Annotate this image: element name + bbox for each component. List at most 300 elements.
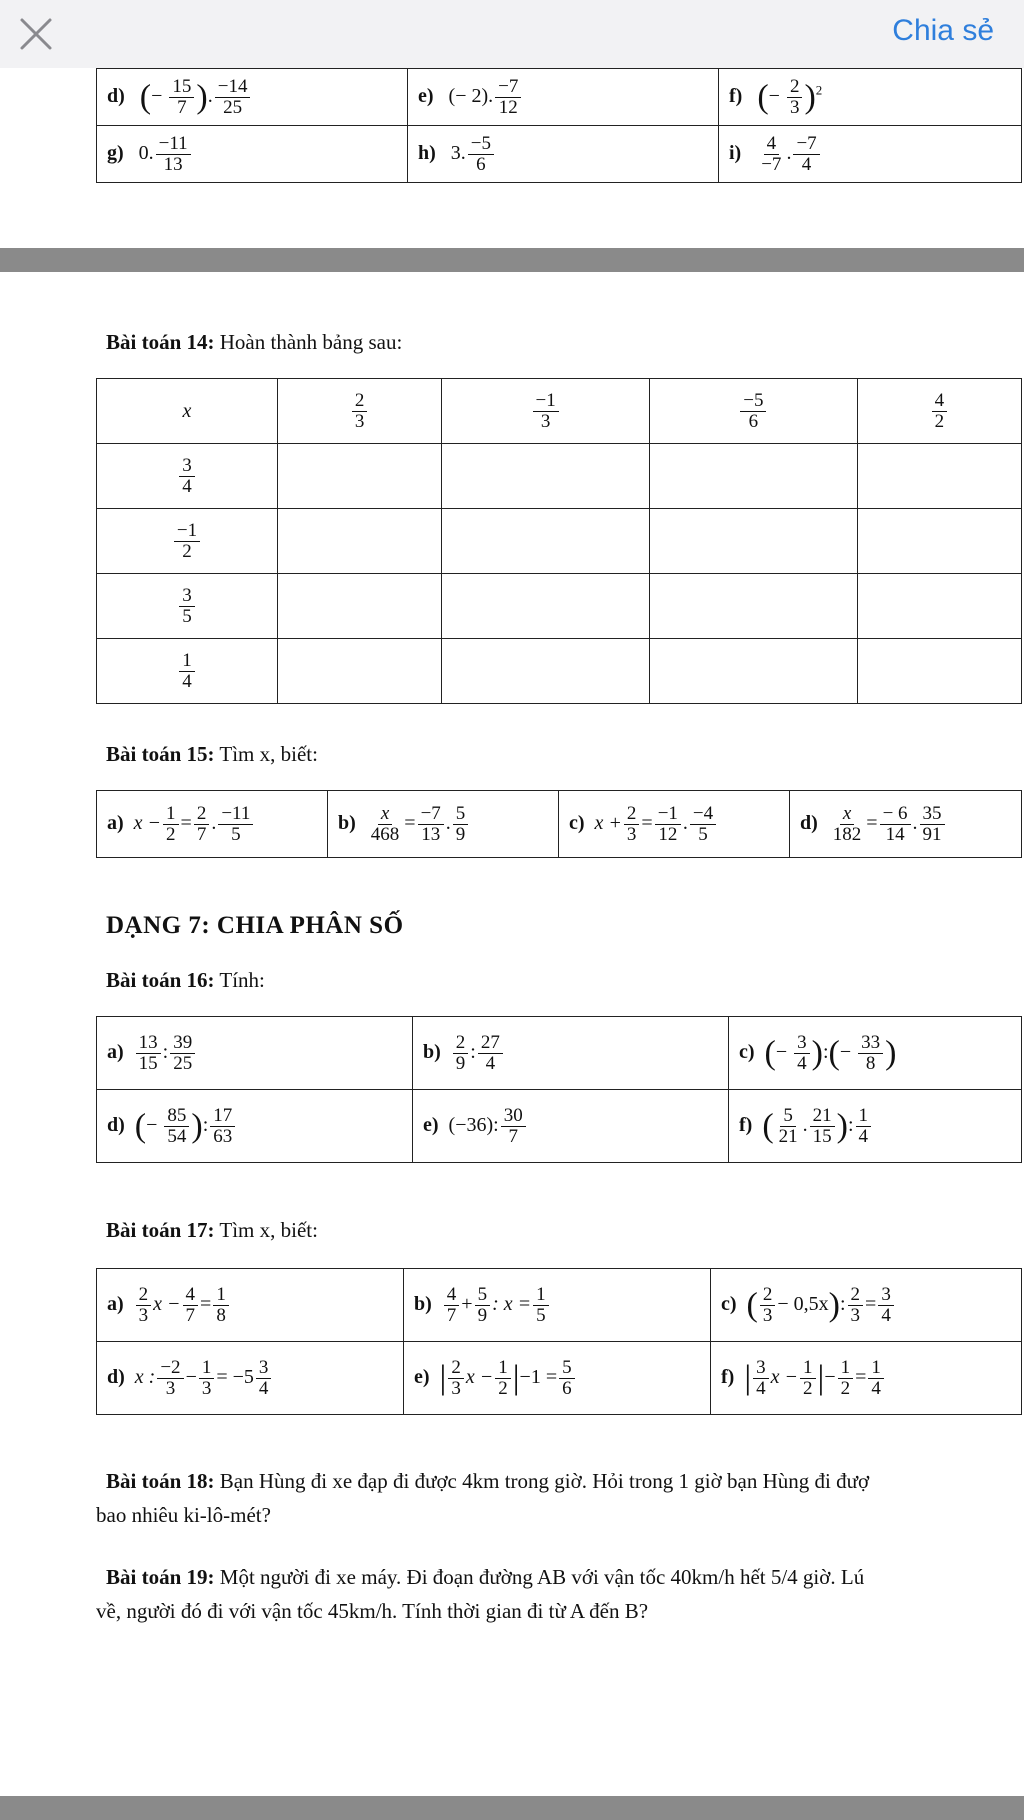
numerator: 2	[194, 804, 210, 825]
problem-18	[106, 1462, 1024, 1500]
cell-a: a) $\frac{13}{15}$ : $\frac{39}{25}$	[97, 1017, 413, 1090]
denominator: 13	[421, 823, 441, 845]
top-bar	[0, 0, 1024, 68]
denominator: 4	[258, 1377, 269, 1399]
cell-d: d) (− $\frac{85}{54}$ ): $\frac{17}{63}$	[97, 1090, 413, 1163]
fraction	[468, 134, 494, 175]
cell-a: a) x − $\frac{1}{2}$ = $\frac{2}{7}$ . $\frac{-11}{5}$	[97, 791, 328, 858]
numerator: 3	[753, 1358, 769, 1379]
item-label: b)	[423, 1040, 441, 1063]
corner-cell	[97, 379, 278, 444]
expression-text: −1 =	[519, 1365, 558, 1388]
denominator: 25	[223, 96, 243, 118]
item-label: d)	[107, 1365, 125, 1388]
numerator: 3	[179, 456, 195, 477]
fraction	[559, 1358, 575, 1399]
fraction	[136, 1033, 161, 1074]
item-label: c)	[721, 1292, 737, 1315]
denominator: 91	[922, 823, 942, 845]
problem-14-table	[96, 378, 1022, 704]
expression-text: : x =	[492, 1292, 532, 1315]
cell-g	[97, 126, 408, 183]
item-label: c)	[569, 811, 585, 834]
numerator: 5	[780, 1106, 796, 1127]
denominator: 63	[213, 1125, 233, 1147]
col-header	[442, 379, 650, 444]
empty-cell[interactable]	[857, 444, 1021, 509]
table-row	[97, 1017, 1022, 1090]
cell-f: f) ( $\frac{5}{21}$ . $\frac{21}{15}$ ): $\frac{1}{4}$	[729, 1090, 1022, 1163]
denominator: 2	[934, 410, 945, 432]
fraction	[136, 1285, 152, 1326]
equals: =	[865, 1292, 877, 1315]
denominator: 3	[451, 1377, 461, 1399]
denominator: 4	[797, 1052, 807, 1074]
cell-d: d) $\frac{x}{182}$ = $\frac{- 6}{14}$ . $\frac{35}{91}$	[790, 791, 1022, 858]
numerator: 1	[868, 1358, 884, 1379]
fraction	[453, 804, 469, 845]
fraction	[533, 391, 559, 432]
fraction	[169, 77, 194, 118]
denominator: 9	[455, 823, 466, 845]
numerator: 30	[501, 1106, 526, 1127]
denominator: 4	[801, 153, 812, 175]
problem-18-line2: bao nhiêu ki-lô-mét?	[96, 1503, 271, 1527]
problem-15-table	[96, 790, 1022, 858]
numerator: 2	[448, 1358, 464, 1379]
denominator: 5	[698, 823, 708, 845]
fraction	[179, 586, 195, 627]
numerator: 2	[624, 804, 640, 825]
fraction	[760, 1285, 776, 1326]
denominator: 5	[231, 823, 241, 845]
numerator: 35	[920, 804, 945, 825]
cell-a	[97, 1269, 404, 1342]
row-header	[97, 639, 278, 704]
numerator: 15	[169, 77, 194, 98]
equals: =	[855, 1365, 867, 1388]
paren: (	[762, 1107, 774, 1144]
numerator: 13	[136, 1033, 161, 1054]
problem-16-table	[96, 1016, 1022, 1163]
equals: =	[180, 811, 192, 834]
page-separator	[0, 1796, 1024, 1820]
numerator: −5	[468, 134, 494, 155]
numerator: x	[840, 804, 854, 825]
problem-text: Hoàn thành bảng sau:	[214, 330, 403, 354]
denominator: 8	[865, 1052, 876, 1074]
problem-title: Bài toán 14:	[106, 330, 215, 354]
numerator: −11	[156, 134, 191, 155]
table-row	[97, 126, 1022, 183]
fraction	[418, 804, 444, 845]
numerator: −7	[793, 134, 819, 155]
numerator: 1	[163, 804, 179, 825]
fraction	[800, 1358, 816, 1399]
fraction	[838, 1358, 854, 1399]
paren: )	[804, 78, 816, 115]
denominator: 6	[748, 410, 759, 432]
expression-text: 3.	[450, 141, 466, 164]
abs-bar: |	[817, 1359, 825, 1396]
denominator: 9	[477, 1304, 488, 1326]
item-label: i)	[729, 141, 742, 164]
fraction	[256, 1358, 272, 1399]
problem-16-heading	[106, 968, 265, 993]
numerator: 1	[199, 1358, 215, 1379]
numerator: −1	[533, 391, 559, 412]
fraction	[794, 1033, 810, 1074]
expression-text: x −	[133, 811, 162, 834]
denominator: 2	[840, 1377, 851, 1399]
numerator: x	[378, 804, 392, 825]
denominator: 8	[216, 1304, 226, 1326]
numerator: −14	[215, 77, 251, 98]
numerator: −4	[690, 804, 716, 825]
denominator: 4	[871, 1377, 881, 1399]
col-header	[649, 379, 857, 444]
numerator: 3	[878, 1285, 894, 1306]
fraction	[690, 804, 716, 845]
item-label: e)	[414, 1365, 430, 1388]
denominator: 3	[626, 823, 637, 845]
cell-h	[408, 126, 719, 183]
fraction	[758, 134, 784, 175]
fraction	[810, 1106, 835, 1147]
expression-text: 0.	[138, 141, 154, 164]
denominator: 4	[485, 1052, 496, 1074]
fraction	[495, 77, 521, 118]
denominator: 4	[182, 670, 192, 692]
exponent: 2	[815, 81, 823, 97]
section-title: DẠNG 7: CHIA PHÂN SỐ	[106, 912, 404, 939]
numerator: −1	[174, 521, 200, 542]
problem-title: Bài toán 19:	[106, 1565, 215, 1589]
row-header	[97, 574, 278, 639]
denominator: 14	[885, 823, 905, 845]
fraction	[368, 804, 403, 845]
col-header	[857, 379, 1021, 444]
table-row	[97, 69, 1022, 126]
denominator: 25	[173, 1052, 193, 1074]
denominator: 4	[756, 1377, 766, 1399]
equals: =	[641, 811, 653, 834]
problem-text: Tính:	[214, 968, 265, 992]
fraction	[878, 1285, 894, 1326]
numerator: 2	[787, 77, 803, 98]
fraction	[848, 1285, 864, 1326]
abs-bar: |	[744, 1359, 752, 1396]
empty-cell[interactable]	[649, 444, 857, 509]
numerator: 3	[256, 1358, 272, 1379]
numerator: −7	[418, 804, 444, 825]
numerator: 5	[559, 1358, 575, 1379]
paren: (	[139, 78, 152, 115]
fraction	[475, 1285, 491, 1326]
denominator: 6	[476, 153, 486, 175]
page-separator	[0, 248, 1024, 272]
denominator: 15	[812, 1125, 832, 1147]
empty-cell[interactable]	[649, 639, 857, 704]
fraction	[179, 456, 195, 497]
numerator: −7	[495, 77, 521, 98]
cell-e	[413, 1090, 729, 1163]
expression-text: x −	[153, 1292, 181, 1315]
fraction	[478, 1033, 503, 1074]
paren: (	[134, 1107, 147, 1144]
paren: (	[828, 1034, 840, 1071]
numerator: −1	[655, 804, 681, 825]
problem-text: Một người đi xe máy. Đi đoạn đường AB với vận tốc 40km/h hết 5/4 giờ. Lú	[214, 1565, 865, 1589]
fraction	[753, 1358, 769, 1399]
problem-15-heading	[106, 742, 318, 767]
fraction	[880, 804, 911, 845]
numerator: −5	[740, 391, 766, 412]
fraction	[740, 391, 766, 432]
close-icon[interactable]	[18, 16, 54, 52]
expression-text: x :	[134, 1365, 156, 1388]
numerator: 2	[352, 391, 368, 412]
denominator: 15	[138, 1052, 158, 1074]
problem-text: Tìm x, biết:	[214, 1218, 318, 1242]
expression-text: (− 2).	[448, 84, 494, 107]
empty-cell[interactable]	[442, 509, 650, 574]
fraction	[213, 1285, 229, 1326]
item-label: g)	[107, 141, 124, 164]
item-label: d)	[800, 811, 818, 834]
item-label: b)	[338, 811, 356, 834]
denominator: 7	[177, 96, 187, 118]
numerator: −11	[218, 804, 253, 825]
fraction	[501, 1106, 526, 1147]
denominator: 7	[508, 1125, 518, 1147]
expression-text: = −5	[216, 1365, 254, 1388]
fraction	[932, 391, 948, 432]
fraction	[194, 804, 210, 845]
paren: )	[828, 1286, 840, 1323]
denominator: 5	[536, 1304, 546, 1326]
problem-title: Bài toán 16:	[106, 968, 215, 992]
numerator: 21	[810, 1106, 835, 1127]
fraction	[453, 1033, 469, 1074]
problem-title: Bài toán 15:	[106, 742, 215, 766]
row-header	[97, 509, 278, 574]
fraction	[218, 804, 253, 845]
denominator: 3	[789, 96, 800, 118]
denominator: 7	[446, 1304, 457, 1326]
numerator: 3	[179, 586, 195, 607]
denominator: 2	[803, 1377, 813, 1399]
empty-cell[interactable]	[649, 509, 857, 574]
numerator: 17	[210, 1106, 235, 1127]
equals: =	[404, 811, 416, 834]
numerator: 1	[495, 1358, 511, 1379]
fraction	[624, 804, 640, 845]
fraction	[787, 77, 803, 118]
table-row	[97, 791, 1022, 858]
fraction	[352, 391, 368, 432]
item-label: d)	[107, 84, 125, 107]
expression-text: +	[461, 1292, 473, 1315]
empty-cell[interactable]	[278, 574, 442, 639]
numerator: 27	[478, 1033, 503, 1054]
table-row	[97, 574, 1022, 639]
abs-bar: |	[439, 1359, 447, 1396]
empty-cell[interactable]	[442, 444, 650, 509]
denominator: 3	[165, 1377, 176, 1399]
numerator: 5	[453, 804, 469, 825]
empty-cell[interactable]	[278, 509, 442, 574]
empty-cell[interactable]	[857, 639, 1021, 704]
empty-cell[interactable]	[278, 444, 442, 509]
denominator: 182	[832, 823, 862, 845]
fraction	[655, 804, 681, 845]
numerator: 4	[444, 1285, 460, 1306]
item-label: f)	[729, 84, 743, 107]
fraction	[164, 1106, 189, 1147]
denominator: 2	[182, 540, 192, 562]
fraction	[793, 134, 819, 175]
fraction	[163, 804, 179, 845]
denominator: 4	[858, 1125, 869, 1147]
denominator: −7	[761, 153, 782, 175]
cell-c: c) x + $\frac{2}{3}$ = $\frac{-1}{12}$ . $\frac{-4}{5}$	[559, 791, 790, 858]
denominator: 4	[881, 1304, 891, 1326]
share-button[interactable]: Chia sẻ	[892, 14, 994, 47]
denominator: 3	[540, 410, 551, 432]
cell-f	[711, 1342, 1022, 1415]
item-label: f)	[739, 1113, 753, 1136]
denominator: 21	[778, 1125, 798, 1147]
denominator: 13	[163, 153, 183, 175]
table-row	[97, 1090, 1022, 1163]
item-label: e)	[423, 1113, 439, 1136]
fraction	[533, 1285, 549, 1326]
empty-cell[interactable]	[649, 574, 857, 639]
expression-text: x −	[465, 1365, 494, 1388]
numerator: 1	[179, 651, 195, 672]
problem-19-line2: về, người đó đi với vận tốc 45km/h. Tính thời gian đi từ A đến B?	[96, 1599, 649, 1623]
empty-cell[interactable]	[857, 574, 1021, 639]
numerator: 1	[533, 1285, 549, 1306]
item-label: b)	[414, 1292, 432, 1315]
numerator: 1	[213, 1285, 229, 1306]
cell-c: c) (− $\frac{3}{4}$ ):(− $\frac{33}{8}$ )	[729, 1017, 1022, 1090]
fraction	[170, 1033, 195, 1074]
numerator: 39	[170, 1033, 195, 1054]
variable-x: x	[182, 399, 192, 422]
denominator: 5	[182, 605, 192, 627]
cell-b	[404, 1269, 711, 1342]
col-header	[278, 379, 442, 444]
empty-cell[interactable]	[442, 639, 650, 704]
expression-text: x −	[770, 1365, 799, 1388]
numerator: −2	[157, 1358, 183, 1379]
problem-17-heading	[106, 1218, 318, 1243]
item-label: c)	[739, 1040, 755, 1063]
numerator: 85	[164, 1106, 189, 1127]
denominator: 4	[182, 475, 192, 497]
numerator: 4	[183, 1285, 199, 1306]
numerator: 1	[838, 1358, 854, 1379]
numerator: 2	[760, 1285, 776, 1306]
fraction	[444, 1285, 460, 1326]
denominator: 12	[498, 96, 518, 118]
empty-cell[interactable]	[857, 509, 1021, 574]
denominator: 2	[498, 1377, 508, 1399]
paren: )	[191, 1107, 203, 1144]
fraction	[179, 651, 195, 692]
item-label: a)	[107, 1292, 124, 1315]
problem-title: Bài toán 17:	[106, 1218, 215, 1242]
numerator: − 6	[880, 804, 911, 825]
empty-cell[interactable]	[442, 574, 650, 639]
denominator: 3	[354, 410, 365, 432]
fraction	[215, 77, 251, 118]
fraction	[157, 1358, 183, 1399]
table-row	[97, 379, 1022, 444]
denominator: 7	[185, 1304, 196, 1326]
item-label: a)	[107, 811, 124, 834]
equals: =	[200, 1292, 212, 1315]
numerator: 1	[856, 1106, 872, 1127]
cell-c: c) ( $\frac{2}{3}$ − 0,5x): $\frac{2}{3}$ = $\frac{3}{4}$	[711, 1269, 1022, 1342]
cell-e	[408, 69, 719, 126]
item-label: f)	[721, 1365, 735, 1388]
paren: )	[196, 78, 208, 115]
fraction	[495, 1358, 511, 1399]
item-label: e)	[418, 84, 434, 107]
denominator: 2	[166, 823, 176, 845]
denominator: 468	[370, 823, 400, 845]
item-label: h)	[418, 141, 436, 164]
item-label: a)	[107, 1040, 124, 1063]
problem-text: Bạn Hùng đi xe đạp đi được 4km trong giờ. Hỏi trong 1 giờ bạn Hùng đi đượ	[214, 1469, 870, 1493]
problem-17-table	[96, 1268, 1022, 1415]
cell-b: b) $\frac{2}{9}$ : $\frac{27}{4}$	[413, 1017, 729, 1090]
cell-d: d) (− $\frac{15}{7}$ ). $\frac{-14}{25}$	[97, 69, 408, 126]
denominator: 9	[455, 1052, 466, 1074]
empty-cell[interactable]	[278, 639, 442, 704]
cell-i: i) $\frac{4}{-7}$ . $\frac{-7}{4}$	[719, 126, 1022, 183]
fraction	[856, 1106, 872, 1147]
exercise-table-top	[96, 68, 1022, 183]
paren: )	[836, 1107, 848, 1144]
fraction	[183, 1285, 199, 1326]
fraction	[156, 134, 191, 175]
expression-text: (−36):	[448, 1113, 499, 1136]
equals: =	[866, 811, 878, 834]
numerator: 2	[453, 1033, 469, 1054]
denominator: 3	[201, 1377, 212, 1399]
numerator: 4	[764, 134, 780, 155]
paren: )	[811, 1034, 823, 1071]
problem-title: Bài toán 18:	[106, 1469, 215, 1493]
denominator: 3	[850, 1304, 861, 1326]
expression-text: − 0,5x	[777, 1292, 829, 1315]
item-label: d)	[107, 1113, 125, 1136]
row-header	[97, 444, 278, 509]
fraction	[448, 1358, 464, 1399]
fraction	[858, 1033, 883, 1074]
fraction	[920, 804, 945, 845]
paren: (	[764, 1034, 776, 1071]
expression-text: x +	[594, 811, 622, 834]
numerator: 33	[858, 1033, 883, 1054]
abs-bar: |	[512, 1359, 520, 1396]
problem-19	[106, 1558, 1024, 1596]
numerator: 5	[475, 1285, 491, 1306]
